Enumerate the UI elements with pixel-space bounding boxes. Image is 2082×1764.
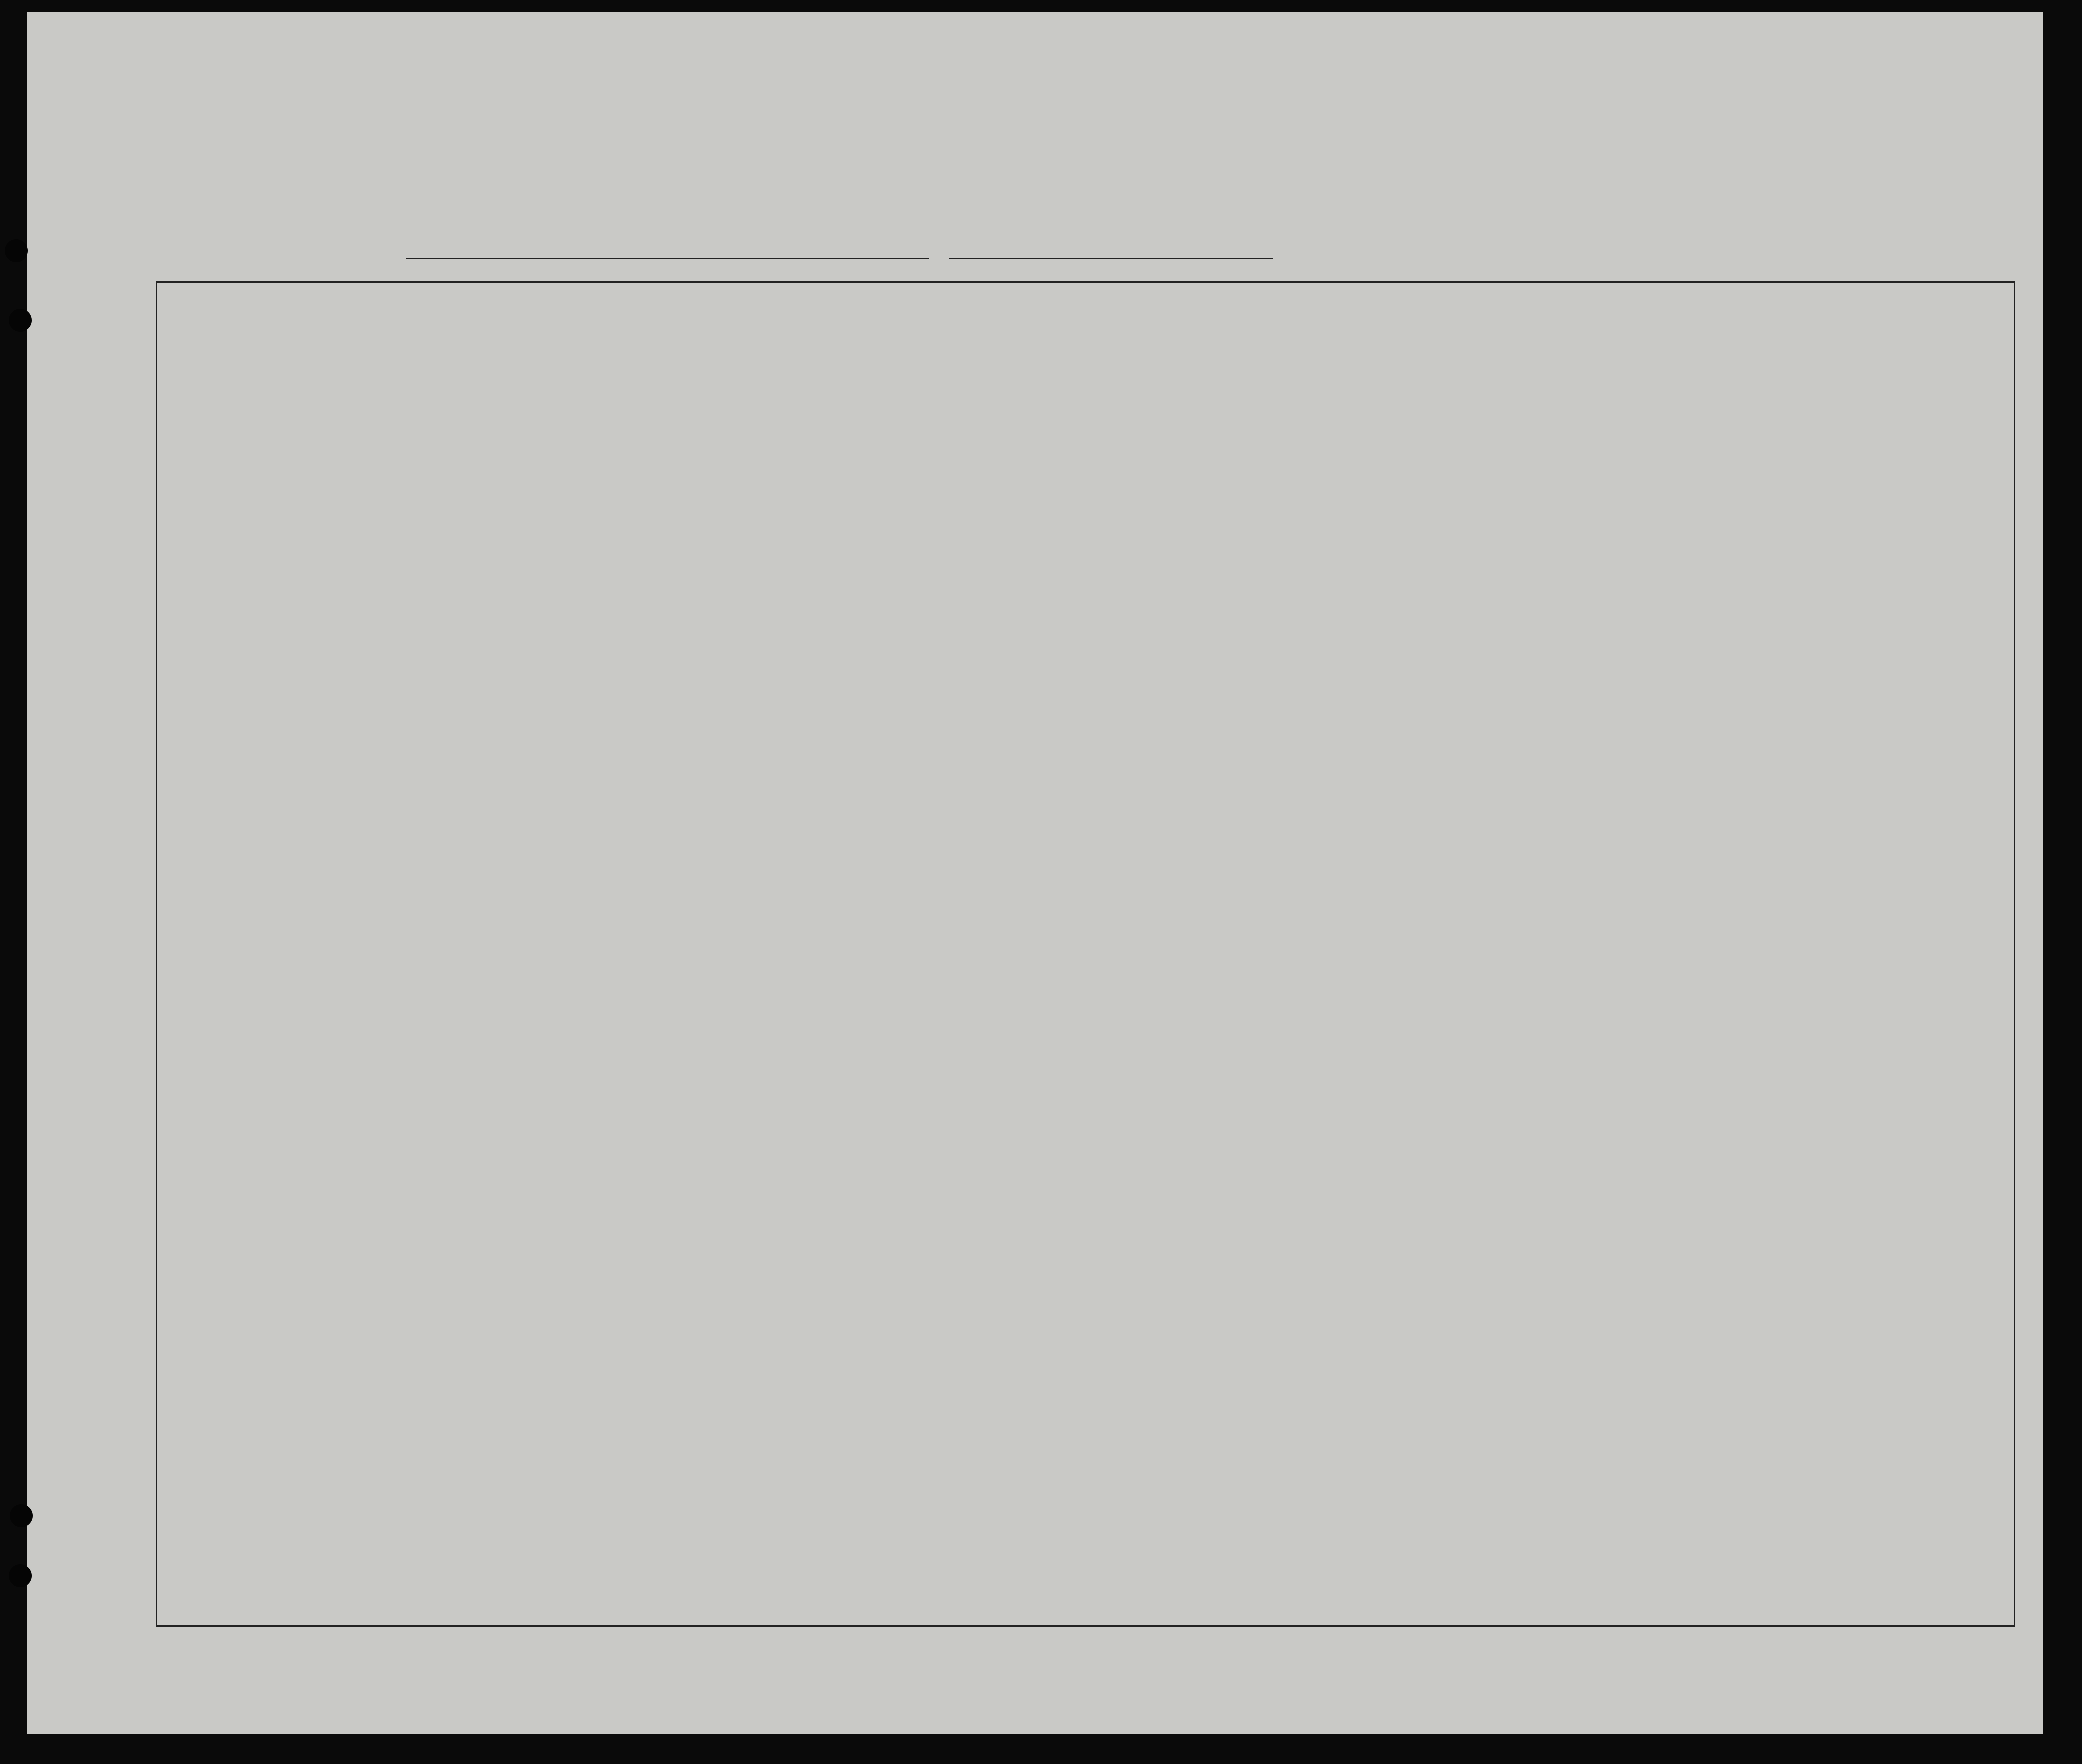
binder-hole [5, 239, 28, 262]
binder-hole [9, 309, 32, 332]
binder-hole [10, 1504, 33, 1527]
manifest-table [156, 281, 2015, 1627]
binder-hole [9, 1564, 32, 1587]
manifest-sheet [27, 12, 2043, 1734]
